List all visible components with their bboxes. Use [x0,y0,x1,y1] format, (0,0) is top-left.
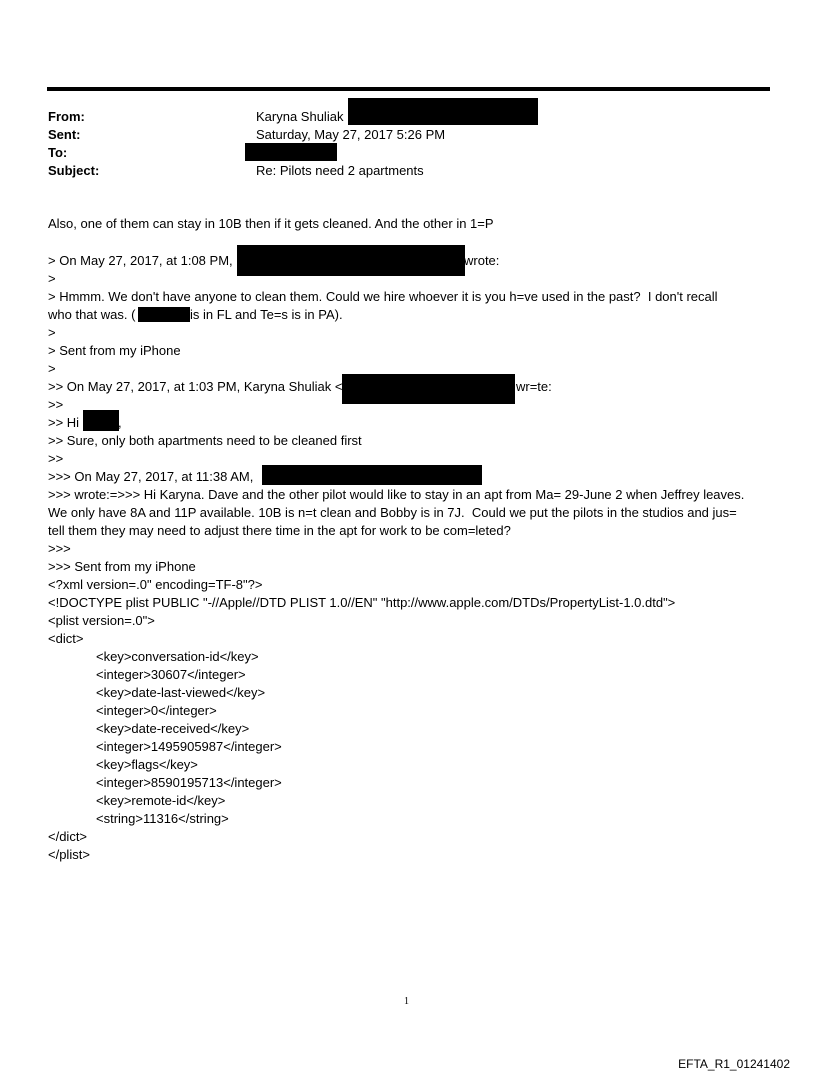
body-line: > Sent from my iPhone [48,343,181,358]
subject-value: Re: Pilots need 2 apartments [256,163,424,178]
sent-label: Sent: [48,127,81,142]
redaction-box [348,98,538,125]
body-line: tell them they may need to adjust there time in the apt for work to be com=leted? [48,523,511,538]
header-divider [47,87,770,91]
body-line: wr=te: [516,379,552,394]
from-label: From: [48,109,85,124]
body-line: >> On May 27, 2017, at 1:03 PM, Karyna Shuliak < [48,379,343,394]
body-line: <!DOCTYPE plist PUBLIC "-//Apple//DTD PLIST 1.0//EN" "http://www.apple.com/DTDs/PropertyList-1.0.dtd"> [48,595,676,610]
document-id: EFTA_R1_01241402 [678,1057,790,1071]
from-value: Karyna Shuliak [256,109,344,124]
xml-line: <key>conversation-id</key> [96,649,259,664]
body-line: >>> wrote:=>>> Hi Karyna. Dave and the other pilot would like to stay in an apt from Ma= 29-June 2 when Jeffrey leaves. [48,487,745,502]
xml-line: <key>date-last-viewed</key> [96,685,266,700]
redaction-box [245,143,337,161]
body-line: >>> [48,541,71,556]
body-line: > [48,361,56,376]
xml-line: <string>11316</string> [96,811,229,826]
body-line: <plist version=.0"> [48,613,155,628]
redaction-box [83,410,119,431]
body-line: >> Sure, only both apartments need to be cleaned first [48,433,362,448]
body-line: <?xml version=.0" encoding=TF-8"?> [48,577,263,592]
body-line: </dict> [48,829,88,844]
body-line: >> Hi [48,415,80,430]
body-line: </plist> [48,847,90,862]
body-line: > Hmmm. We don't have anyone to clean them. Could we hire whoever it is you h=ve used in the past? I don't recall [48,289,718,304]
redaction-box [138,307,190,322]
xml-line: <key>date-received</key> [96,721,250,736]
xml-line: <integer>0</integer> [96,703,217,718]
body-line: >> [48,397,64,412]
page-number: 1 [404,996,409,1007]
body-line: > [48,325,56,340]
body-line: > [48,271,56,286]
xml-line: <integer>30607</integer> [96,667,246,682]
xml-line: <key>flags</key> [96,757,198,772]
body-line: , [118,415,122,430]
body-line: > On May 27, 2017, at 1:08 PM, [48,253,233,268]
xml-line: <key>remote-id</key> [96,793,226,808]
redaction-box [342,374,515,404]
body-line: wrote: [464,253,500,268]
xml-line: <integer>8590195713</integer> [96,775,282,790]
body-line: >>> Sent from my iPhone [48,559,196,574]
body-line: Also, one of them can stay in 10B then if it gets cleaned. And the other in 1=P [48,216,494,231]
redaction-box [262,465,482,485]
xml-line: <integer>1495905987</integer> [96,739,282,754]
body-line: who that was. ( [48,307,136,322]
body-line: >> [48,451,64,466]
redaction-box [237,245,465,276]
sent-value: Saturday, May 27, 2017 5:26 PM [256,127,446,142]
subject-label: Subject: [48,163,100,178]
to-label: To: [48,145,68,160]
body-line: >>> On May 27, 2017, at 11:38 AM, [48,469,254,484]
body-line: is in FL and Te=s is in PA). [190,307,343,322]
body-line: We only have 8A and 11P available. 10B is n=t clean and Bobby is in 7J. Could we put the pilots in the studios and jus= [48,505,737,520]
body-line: <dict> [48,631,84,646]
